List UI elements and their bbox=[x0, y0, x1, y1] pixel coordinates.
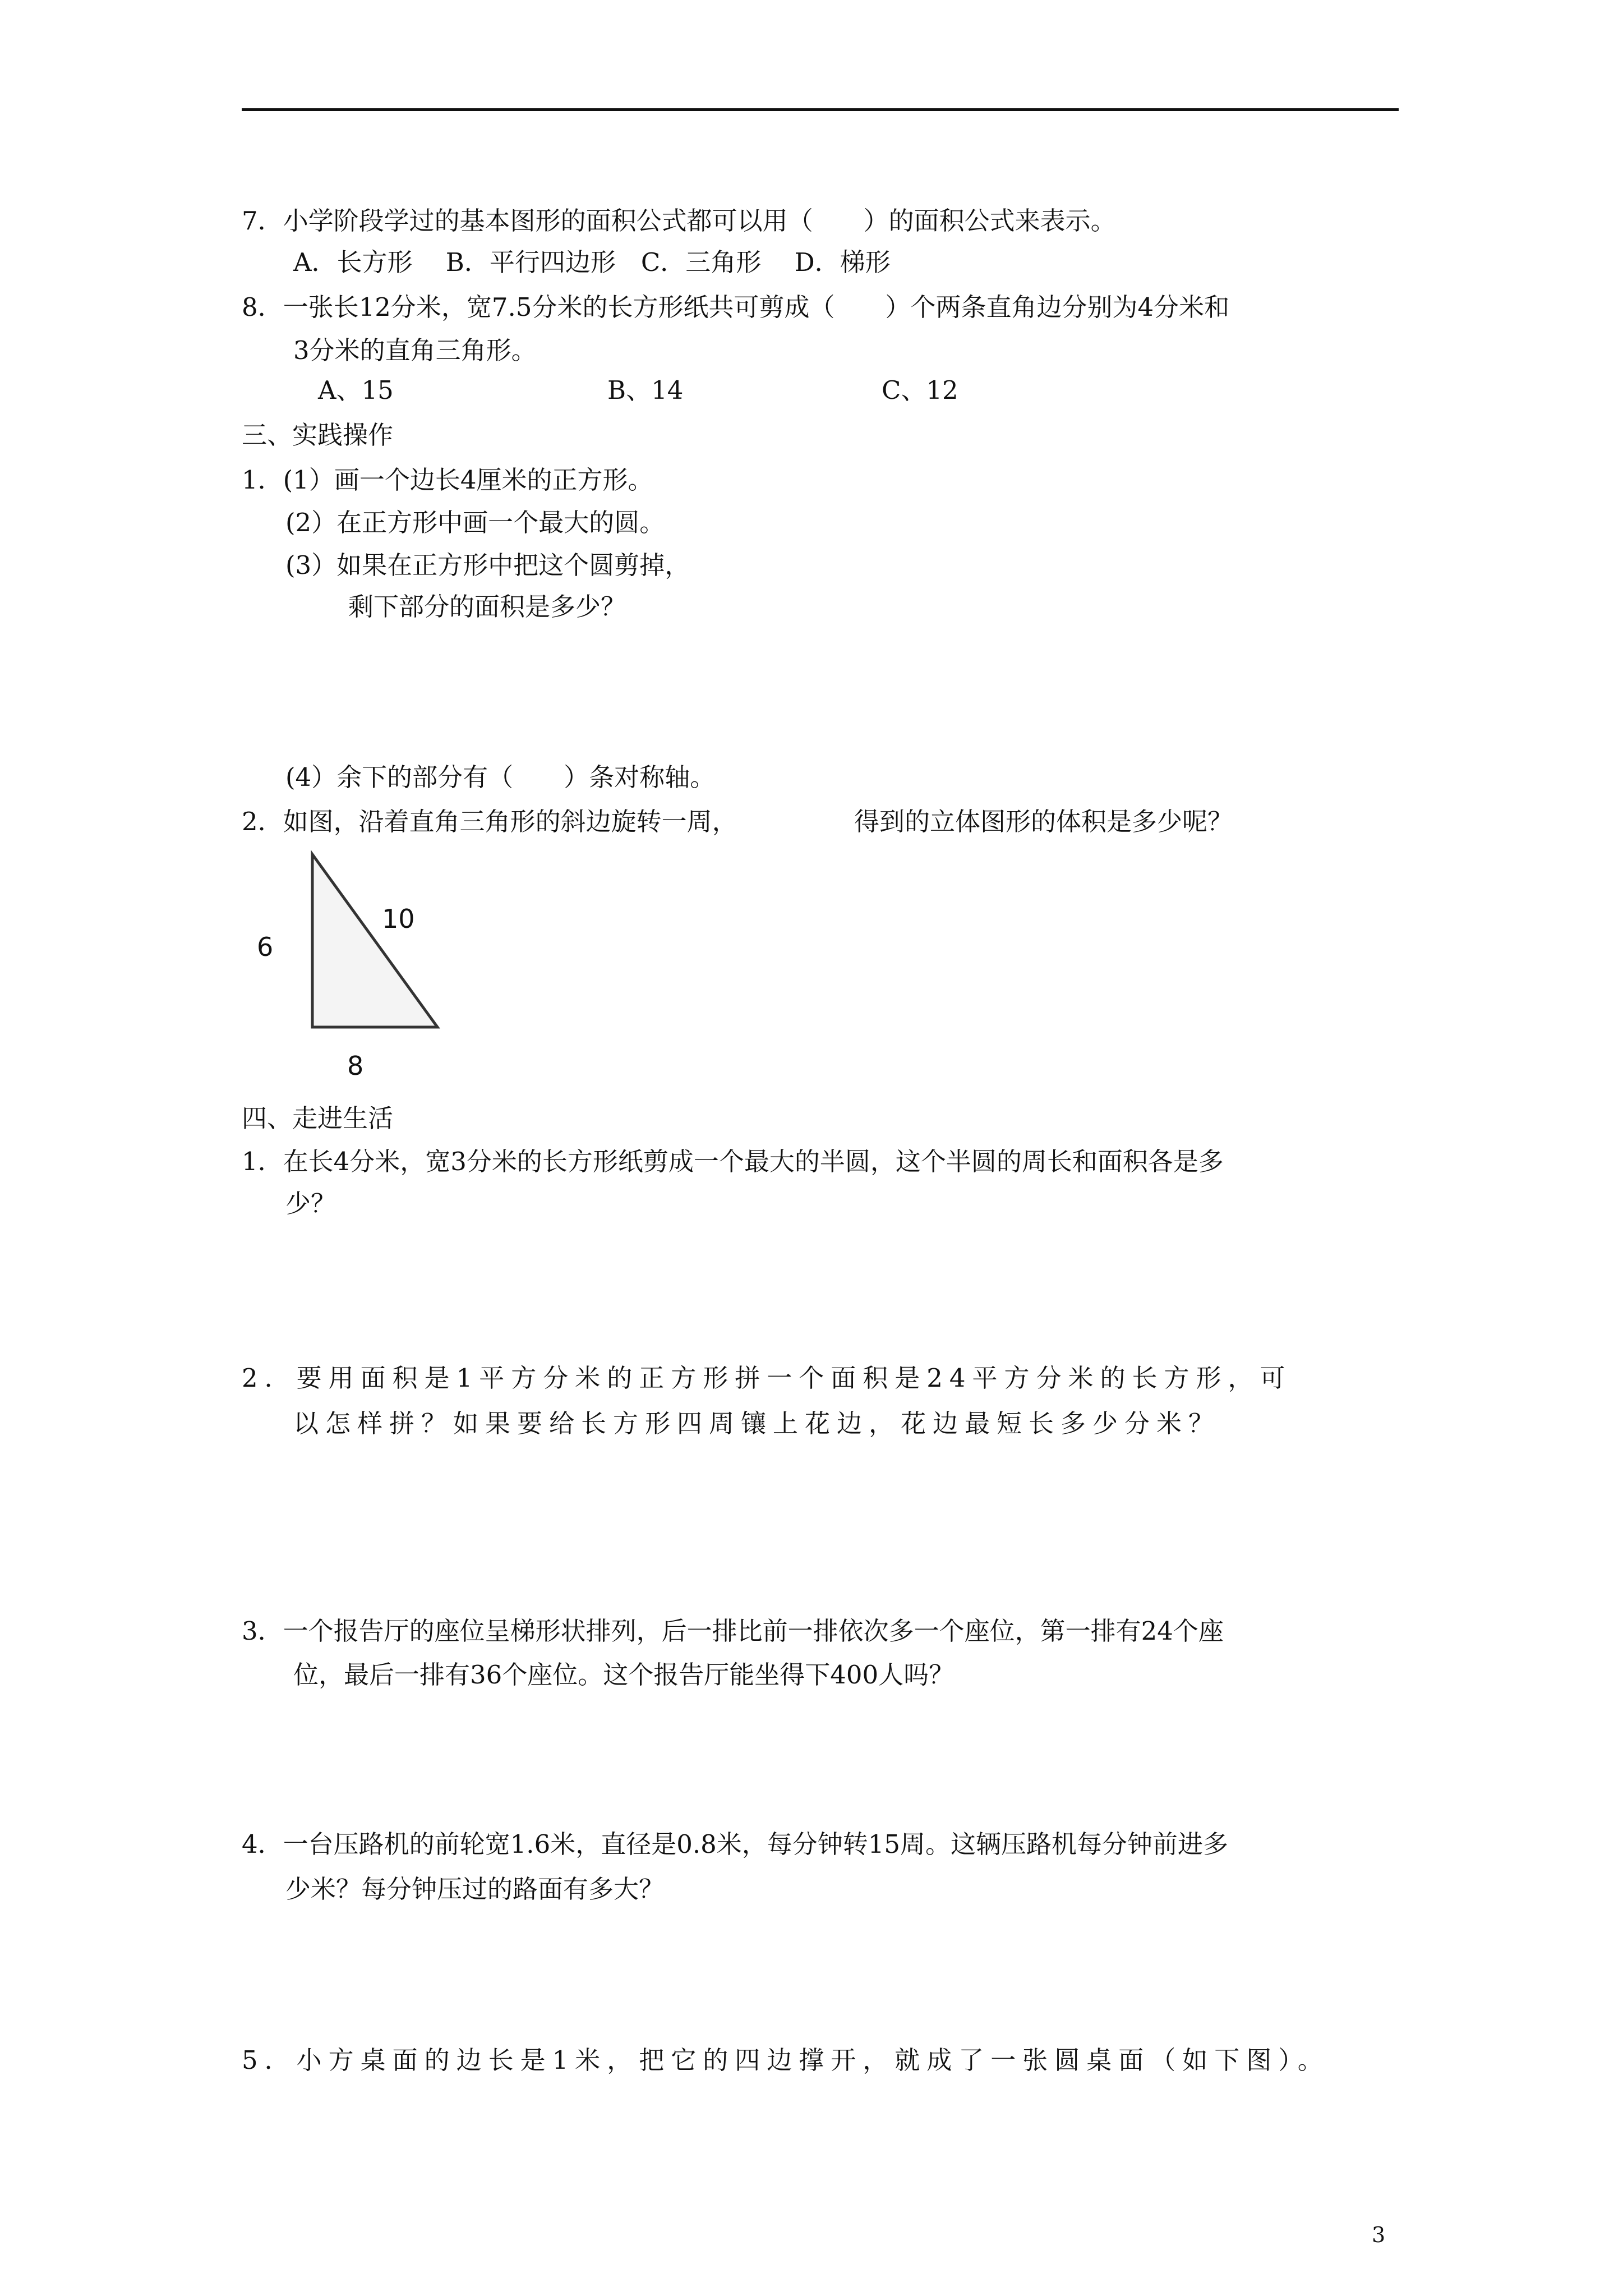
s3-q1-part4: (4）余下的部分有（ ）条对称轴。 bbox=[285, 762, 716, 792]
s4-q1-line2: 少？ bbox=[285, 1189, 336, 1218]
q8-option-c: C、12 bbox=[882, 375, 958, 405]
q8-option-a: A、15 bbox=[318, 375, 394, 405]
q8-stem-line2: 3分米的直角三角形。 bbox=[293, 335, 537, 365]
s4-q3-line2: 位，最后一排有36个座位。这个报告厅能坐得下400人吗？ bbox=[293, 1660, 955, 1690]
header-rule bbox=[242, 108, 1399, 111]
right-triangle-figure bbox=[303, 850, 449, 1035]
triangle-label-hypotenuse: 10 bbox=[382, 904, 415, 934]
q8-option-b: B、14 bbox=[607, 375, 684, 405]
triangle-label-bottom: 8 bbox=[347, 1051, 364, 1081]
s3-q1-part2: (2）在正方形中画一个最大的圆。 bbox=[285, 508, 665, 537]
q7-options: A．长方形 B．平行四边形 C．三角形 D．梯形 bbox=[293, 247, 891, 277]
s4-q4-line2: 少米？每分钟压过的路面有多大？ bbox=[285, 1874, 665, 1904]
s4-q3-line1: 3．一个报告厅的座位呈梯形状排列，后一排比前一排依次多一个座位，第一排有24个座 bbox=[242, 1616, 1224, 1646]
q8-stem-line1: 8．一张长12分米，宽7.5分米的长方形纸共可剪成（ ）个两条直角边分别为4分米和 bbox=[242, 292, 1230, 322]
s3-q2-stem-a: 2．如图，沿着直角三角形的斜边旋转一周， bbox=[242, 807, 737, 836]
page-number: 3 bbox=[1372, 2223, 1386, 2247]
s4-q1-line1: 1．在长4分米，宽3分米的长方形纸剪成一个最大的半圆，这个半圆的周长和面积各是多 bbox=[242, 1147, 1224, 1176]
s4-q2-line1: 2．要用面积是1平方分米的正方形拼一个面积是24平方分米的长方形，可 bbox=[242, 1363, 1292, 1393]
s3-q1-part3-line2: 剩下部分的面积是多少？ bbox=[348, 592, 626, 622]
s4-q4-line1: 4．一台压路机的前轮宽1.6米，直径是0.8米，每分钟转15周。这辆压路机每分钟前进多 bbox=[242, 1829, 1229, 1859]
section4-heading: 四、走进生活 bbox=[242, 1103, 394, 1133]
s3-q1-part1: 1．(1）画一个边长4厘米的正方形。 bbox=[242, 465, 653, 495]
s3-q2-stem-b: 得到的立体图形的体积是多少呢？ bbox=[854, 807, 1233, 836]
s4-q5-line1: 5．小方桌面的边长是1米，把它的四边撑开，就成了一张圆桌面（如下图）。 bbox=[242, 2045, 1330, 2075]
triangle-label-left: 6 bbox=[257, 932, 274, 962]
s3-q1-part3-line1: (3）如果在正方形中把这个圆剪掉， bbox=[285, 550, 690, 580]
section3-heading: 三、实践操作 bbox=[242, 420, 394, 450]
s4-q2-line2: 以怎样拼？如果要给长方形四周镶上花边，花边最短长多少分米？ bbox=[293, 1409, 1221, 1438]
right-triangle-shape bbox=[312, 854, 437, 1027]
q7-stem: 7．小学阶段学过的基本图形的面积公式都可以用（ ）的面积公式来表示。 bbox=[242, 206, 1116, 236]
